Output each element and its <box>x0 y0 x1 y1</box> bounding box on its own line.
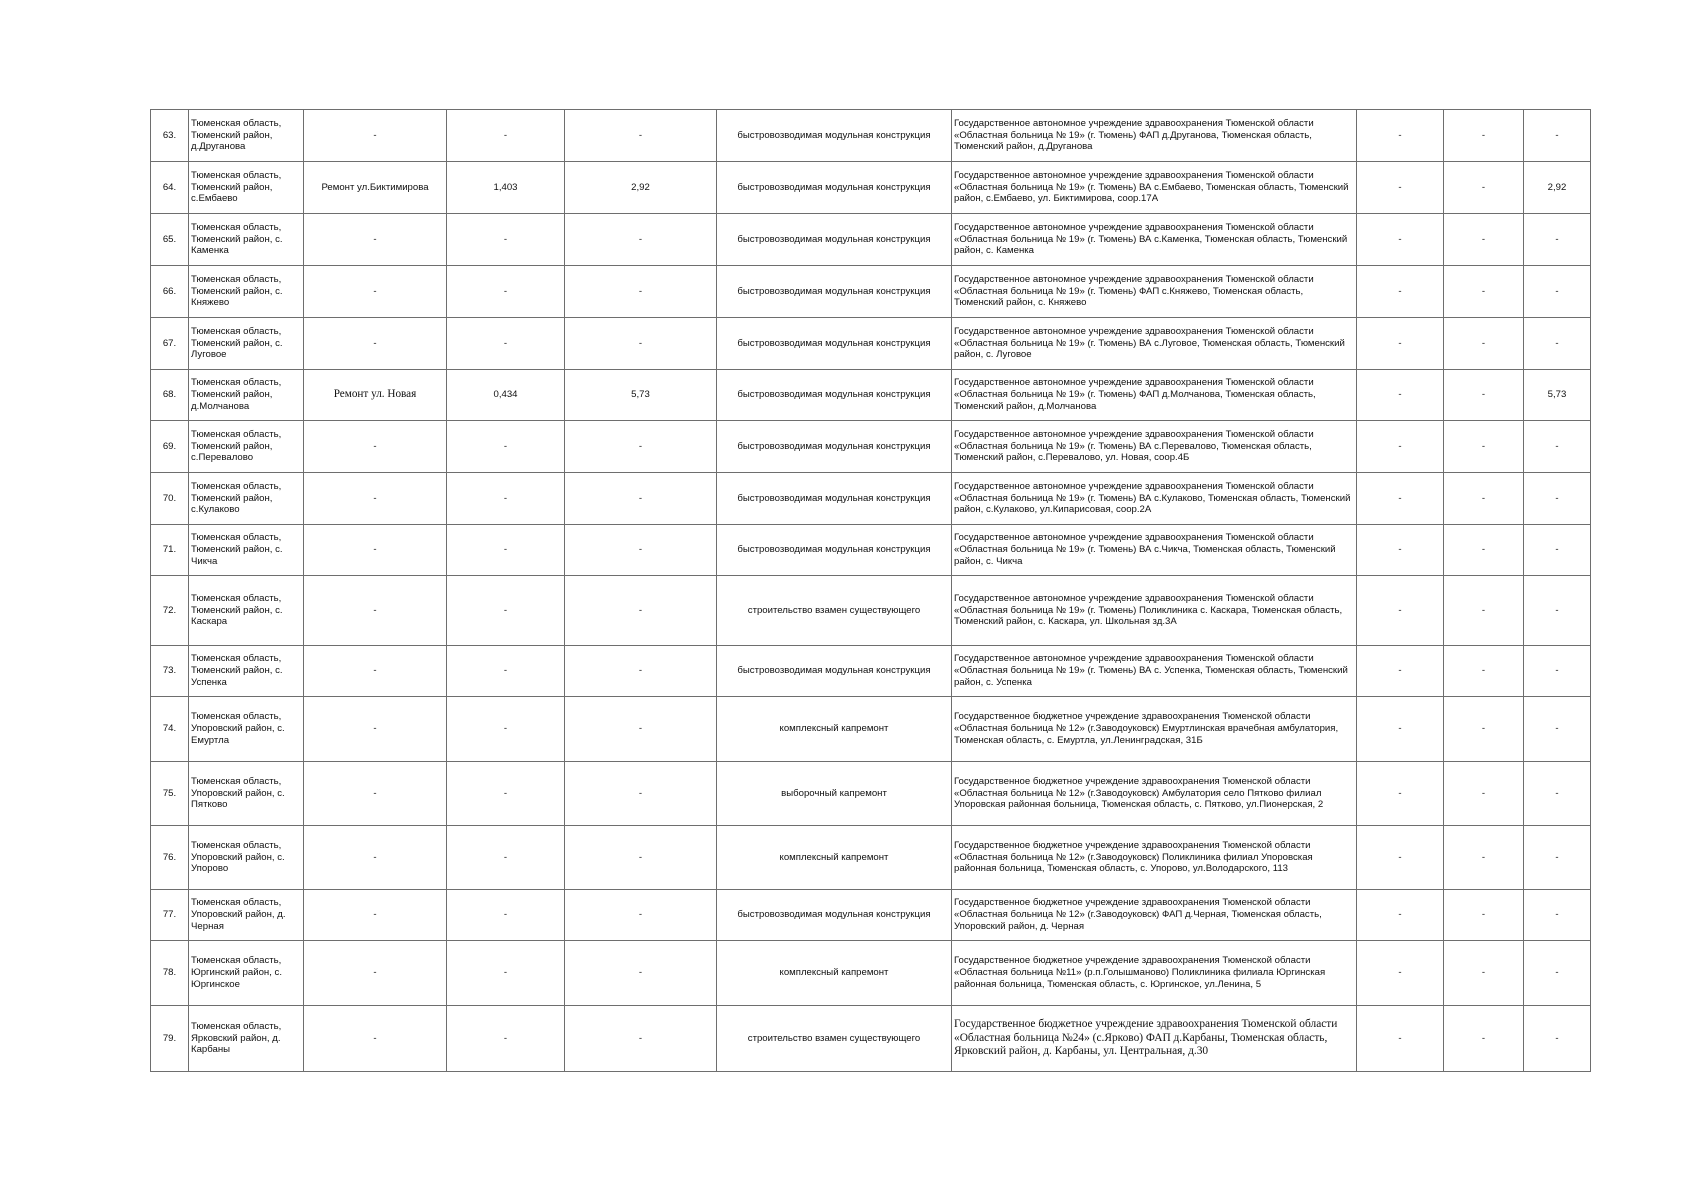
value-3-cell: 2,92 <box>1524 162 1591 214</box>
value-1-cell: - <box>1357 762 1444 826</box>
table-row <box>151 318 1591 370</box>
institution-cell: Государственное автономное учреждение здравоохранения Тюменской области «Областная больница № 19» (г. Тюмень) ВА с.Кулаково, Тюменская область, Тюменский район, с.Кулаково, ул.Кипарисовая, соор.2А <box>952 473 1357 525</box>
institution-cell: Государственное бюджетное учреждение здравоохранения Тюменской области «Областная больница № 12» (г.Заводоуковск) Амбулатория село Пятково филиал Упоровская районная больница, Тюменская область, с. Пятково, ул.Пионерская, 2 <box>952 762 1357 826</box>
row-number: 68. <box>151 370 189 421</box>
address-cell: Тюменская область, Тюменский район, с. Чикча <box>189 525 304 576</box>
road-repair-cell: - <box>304 1006 447 1072</box>
value-1-cell: - <box>1357 697 1444 762</box>
value-1-cell: - <box>1357 646 1444 697</box>
road-repair-cell: - <box>304 646 447 697</box>
road-repair-cell: - <box>304 576 447 646</box>
row-number: 72. <box>151 576 189 646</box>
institution-cell: Государственное бюджетное учреждение здравоохранения Тюменской области «Областная больница № 12» (г.Заводоуковск) Поликлиника филиал Упоровская районная больница, Тюменская область, с. Упорово, ул.Володарского, 113 <box>952 826 1357 890</box>
road-length-cell: - <box>447 214 565 266</box>
value-2-cell: - <box>1444 266 1524 318</box>
road-length-cell: - <box>447 421 565 473</box>
work-type-cell: быстровозводимая модульная конструкция <box>717 890 952 941</box>
value-3-cell: - <box>1524 941 1591 1006</box>
institution-cell: Государственное бюджетное учреждение здравоохранения Тюменской области «Областная больница №24» (с.Ярково) ФАП д.Карбаны, Тюменская область, Ярковский район, д. Карбаны, ул. Центральная, д.30 <box>952 1006 1357 1072</box>
row-number: 79. <box>151 1006 189 1072</box>
value-2-cell: - <box>1444 646 1524 697</box>
institution-cell: Государственное автономное учреждение здравоохранения Тюменской области «Областная больница № 19» (г. Тюмень) Поликлиника с. Каскара, Тюменская область, Тюменский район, с. Каскара, ул. Школьная зд.3А <box>952 576 1357 646</box>
address-cell: Тюменская область, Юргинский район, с. Юргинское <box>189 941 304 1006</box>
road-repair-cell: - <box>304 697 447 762</box>
address-cell: Тюменская область, Тюменский район, д.Друганова <box>189 110 304 162</box>
road-cost-cell: - <box>565 421 717 473</box>
value-2-cell: - <box>1444 525 1524 576</box>
institution-cell: Государственное автономное учреждение здравоохранения Тюменской области «Областная больница № 19» (г. Тюмень) ФАП с.Княжево, Тюменская область, Тюменский район, с. Княжево <box>952 266 1357 318</box>
value-3-cell: - <box>1524 1006 1591 1072</box>
table-row <box>151 110 1591 162</box>
road-length-cell: - <box>447 890 565 941</box>
row-number: 73. <box>151 646 189 697</box>
value-2-cell: - <box>1444 421 1524 473</box>
work-type-cell: быстровозводимая модульная конструкция <box>717 646 952 697</box>
road-cost-cell: - <box>565 1006 717 1072</box>
value-2-cell: - <box>1444 941 1524 1006</box>
institution-cell: Государственное автономное учреждение здравоохранения Тюменской области «Областная больница № 19» (г. Тюмень) ВА с.Перевалово, Тюменская область, Тюменский район, с.Перевалово, ул. Новая, соор.4Б <box>952 421 1357 473</box>
value-3-cell: - <box>1524 646 1591 697</box>
address-cell: Тюменская область, Тюменский район, с. Каменка <box>189 214 304 266</box>
road-cost-cell: - <box>565 826 717 890</box>
row-number: 78. <box>151 941 189 1006</box>
row-number: 66. <box>151 266 189 318</box>
table-row <box>151 162 1591 214</box>
road-cost-cell: - <box>565 318 717 370</box>
value-3-cell: 5,73 <box>1524 370 1591 421</box>
road-cost-cell: - <box>565 646 717 697</box>
value-2-cell: - <box>1444 697 1524 762</box>
row-number: 69. <box>151 421 189 473</box>
road-length-cell: - <box>447 941 565 1006</box>
table-body <box>151 110 1591 1072</box>
row-number: 75. <box>151 762 189 826</box>
value-3-cell: - <box>1524 762 1591 826</box>
road-length-cell: - <box>447 473 565 525</box>
value-2-cell: - <box>1444 762 1524 826</box>
value-1-cell: - <box>1357 525 1444 576</box>
value-2-cell: - <box>1444 370 1524 421</box>
road-repair-cell: - <box>304 762 447 826</box>
table-row <box>151 266 1591 318</box>
value-3-cell: - <box>1524 525 1591 576</box>
address-cell: Тюменская область, Упоровский район, с. Пятково <box>189 762 304 826</box>
table-row <box>151 762 1591 826</box>
table-row <box>151 890 1591 941</box>
institution-cell: Государственное автономное учреждение здравоохранения Тюменской области «Областная больница № 19» (г. Тюмень) ВА с.Чикча, Тюменская область, Тюменский район, с. Чикча <box>952 525 1357 576</box>
work-type-cell: быстровозводимая модульная конструкция <box>717 266 952 318</box>
address-cell: Тюменская область, Ярковский район, д. Карбаны <box>189 1006 304 1072</box>
road-cost-cell: - <box>565 525 717 576</box>
value-1-cell: - <box>1357 826 1444 890</box>
row-number: 65. <box>151 214 189 266</box>
road-length-cell: - <box>447 646 565 697</box>
institution-cell: Государственное автономное учреждение здравоохранения Тюменской области «Областная больница № 19» (г. Тюмень) ФАП д.Друганова, Тюменская область, Тюменский район, д.Друганова <box>952 110 1357 162</box>
row-number: 74. <box>151 697 189 762</box>
value-3-cell: - <box>1524 421 1591 473</box>
value-1-cell: - <box>1357 110 1444 162</box>
work-type-cell: комплексный капремонт <box>717 697 952 762</box>
table-row <box>151 473 1591 525</box>
row-number: 71. <box>151 525 189 576</box>
value-2-cell: - <box>1444 1006 1524 1072</box>
road-repair-cell: - <box>304 266 447 318</box>
institution-cell: Государственное автономное учреждение здравоохранения Тюменской области «Областная больница № 19» (г. Тюмень) ВА с.Луговое, Тюменская область, Тюменский район, с. Луговое <box>952 318 1357 370</box>
table-row <box>151 646 1591 697</box>
value-3-cell: - <box>1524 473 1591 525</box>
road-repair-cell: Ремонт ул.Биктимирова <box>304 162 447 214</box>
value-2-cell: - <box>1444 318 1524 370</box>
road-cost-cell: - <box>565 214 717 266</box>
address-cell: Тюменская область, Тюменский район, с.Кулаково <box>189 473 304 525</box>
road-cost-cell: - <box>565 697 717 762</box>
institution-cell: Государственное автономное учреждение здравоохранения Тюменской области «Областная больница № 19» (г. Тюмень) ФАП д.Молчанова, Тюменская область, Тюменский район, д.Молчанова <box>952 370 1357 421</box>
value-3-cell: - <box>1524 266 1591 318</box>
work-type-cell: выборочный капремонт <box>717 762 952 826</box>
row-number: 67. <box>151 318 189 370</box>
road-length-cell: - <box>447 762 565 826</box>
work-type-cell: комплексный капремонт <box>717 941 952 1006</box>
value-2-cell: - <box>1444 214 1524 266</box>
work-type-cell: строительство взамен существующего <box>717 576 952 646</box>
institution-cell: Государственное бюджетное учреждение здравоохранения Тюменской области «Областная больница № 12» (г.Заводоуковск) Емуртлинская врачебная амбулатория, Тюменская область, с. Емуртла, ул.Ленинградская, 31Б <box>952 697 1357 762</box>
value-2-cell: - <box>1444 826 1524 890</box>
value-2-cell: - <box>1444 110 1524 162</box>
table-row <box>151 826 1591 890</box>
table-row <box>151 1006 1591 1072</box>
table-row <box>151 370 1591 421</box>
value-3-cell: - <box>1524 890 1591 941</box>
road-length-cell: - <box>447 697 565 762</box>
table-row <box>151 941 1591 1006</box>
value-3-cell: - <box>1524 576 1591 646</box>
value-3-cell: - <box>1524 110 1591 162</box>
road-length-cell: - <box>447 110 565 162</box>
table-row <box>151 576 1591 646</box>
work-type-cell: быстровозводимая модульная конструкция <box>717 421 952 473</box>
work-type-cell: быстровозводимая модульная конструкция <box>717 370 952 421</box>
value-3-cell: - <box>1524 826 1591 890</box>
road-repair-cell: Ремонт ул. Новая <box>304 370 447 421</box>
road-cost-cell: - <box>565 890 717 941</box>
value-2-cell: - <box>1444 890 1524 941</box>
road-length-cell: - <box>447 318 565 370</box>
road-cost-cell: - <box>565 266 717 318</box>
institution-cell: Государственное бюджетное учреждение здравоохранения Тюменской области «Областная больница №11» (р.п.Голышманово) Поликлиника филиала Юргинская районная больница, Тюменская область, с. Юргинское, ул.Ленина, 5 <box>952 941 1357 1006</box>
address-cell: Тюменская область, Тюменский район, с. Княжево <box>189 266 304 318</box>
value-3-cell: - <box>1524 214 1591 266</box>
institution-cell: Государственное автономное учреждение здравоохранения Тюменской области «Областная больница № 19» (г. Тюмень) ВА с.Каменка, Тюменская область, Тюменский район, с. Каменка <box>952 214 1357 266</box>
road-repair-cell: - <box>304 826 447 890</box>
value-1-cell: - <box>1357 162 1444 214</box>
road-length-cell: - <box>447 1006 565 1072</box>
work-type-cell: комплексный капремонт <box>717 826 952 890</box>
address-cell: Тюменская область, Тюменский район, с. Каскара <box>189 576 304 646</box>
road-cost-cell: - <box>565 941 717 1006</box>
value-2-cell: - <box>1444 576 1524 646</box>
institution-cell: Государственное автономное учреждение здравоохранения Тюменской области «Областная больница № 19» (г. Тюмень) ВА с. Успенка, Тюменская область, Тюменский район, с. Успенка <box>952 646 1357 697</box>
value-1-cell: - <box>1357 421 1444 473</box>
address-cell: Тюменская область, Тюменский район, с.Перевалово <box>189 421 304 473</box>
road-repair-cell: - <box>304 214 447 266</box>
road-length-cell: 0,434 <box>447 370 565 421</box>
table-row <box>151 525 1591 576</box>
road-repair-cell: - <box>304 318 447 370</box>
value-3-cell: - <box>1524 697 1591 762</box>
work-type-cell: быстровозводимая модульная конструкция <box>717 110 952 162</box>
work-type-cell: быстровозводимая модульная конструкция <box>717 318 952 370</box>
value-1-cell: - <box>1357 890 1444 941</box>
work-type-cell: быстровозводимая модульная конструкция <box>717 525 952 576</box>
road-cost-cell: - <box>565 576 717 646</box>
road-cost-cell: - <box>565 110 717 162</box>
value-1-cell: - <box>1357 318 1444 370</box>
road-length-cell: - <box>447 266 565 318</box>
row-number: 64. <box>151 162 189 214</box>
value-1-cell: - <box>1357 941 1444 1006</box>
value-3-cell: - <box>1524 318 1591 370</box>
road-length-cell: 1,403 <box>447 162 565 214</box>
road-repair-cell: - <box>304 890 447 941</box>
address-cell: Тюменская область, Упоровский район, с. Емуртла <box>189 697 304 762</box>
value-2-cell: - <box>1444 162 1524 214</box>
institution-cell: Государственное автономное учреждение здравоохранения Тюменской области «Областная больница № 19» (г. Тюмень) ВА с.Ембаево, Тюменская область, Тюменский район, с.Ембаево, ул. Биктимирова, соор.17А <box>952 162 1357 214</box>
row-number: 70. <box>151 473 189 525</box>
value-1-cell: - <box>1357 473 1444 525</box>
table-row <box>151 697 1591 762</box>
road-repair-cell: - <box>304 525 447 576</box>
address-cell: Тюменская область, Тюменский район, с. Успенка <box>189 646 304 697</box>
road-repair-cell: - <box>304 941 447 1006</box>
road-length-cell: - <box>447 576 565 646</box>
work-type-cell: строительство взамен существующего <box>717 1006 952 1072</box>
road-repair-cell: - <box>304 473 447 525</box>
row-number: 77. <box>151 890 189 941</box>
road-cost-cell: - <box>565 473 717 525</box>
address-cell: Тюменская область, Упоровский район, с. Упорово <box>189 826 304 890</box>
road-cost-cell: 5,73 <box>565 370 717 421</box>
address-cell: Тюменская область, Упоровский район, д. Черная <box>189 890 304 941</box>
table-row <box>151 214 1591 266</box>
address-cell: Тюменская область, Тюменский район, д.Молчанова <box>189 370 304 421</box>
road-cost-cell: 2,92 <box>565 162 717 214</box>
value-1-cell: - <box>1357 576 1444 646</box>
table-row <box>151 421 1591 473</box>
value-1-cell: - <box>1357 266 1444 318</box>
value-1-cell: - <box>1357 370 1444 421</box>
objects-table <box>150 109 1591 1072</box>
road-length-cell: - <box>447 525 565 576</box>
road-length-cell: - <box>447 826 565 890</box>
address-cell: Тюменская область, Тюменский район, с.Ембаево <box>189 162 304 214</box>
road-repair-cell: - <box>304 421 447 473</box>
work-type-cell: быстровозводимая модульная конструкция <box>717 473 952 525</box>
value-1-cell: - <box>1357 214 1444 266</box>
road-repair-cell: - <box>304 110 447 162</box>
road-cost-cell: - <box>565 762 717 826</box>
address-cell: Тюменская область, Тюменский район, с. Луговое <box>189 318 304 370</box>
value-2-cell: - <box>1444 473 1524 525</box>
value-1-cell: - <box>1357 1006 1444 1072</box>
row-number: 63. <box>151 110 189 162</box>
work-type-cell: быстровозводимая модульная конструкция <box>717 214 952 266</box>
row-number: 76. <box>151 826 189 890</box>
institution-cell: Государственное бюджетное учреждение здравоохранения Тюменской области «Областная больница № 12» (г.Заводоуковск) ФАП д.Черная, Тюменская область, Упоровский район, д. Черная <box>952 890 1357 941</box>
work-type-cell: быстровозводимая модульная конструкция <box>717 162 952 214</box>
